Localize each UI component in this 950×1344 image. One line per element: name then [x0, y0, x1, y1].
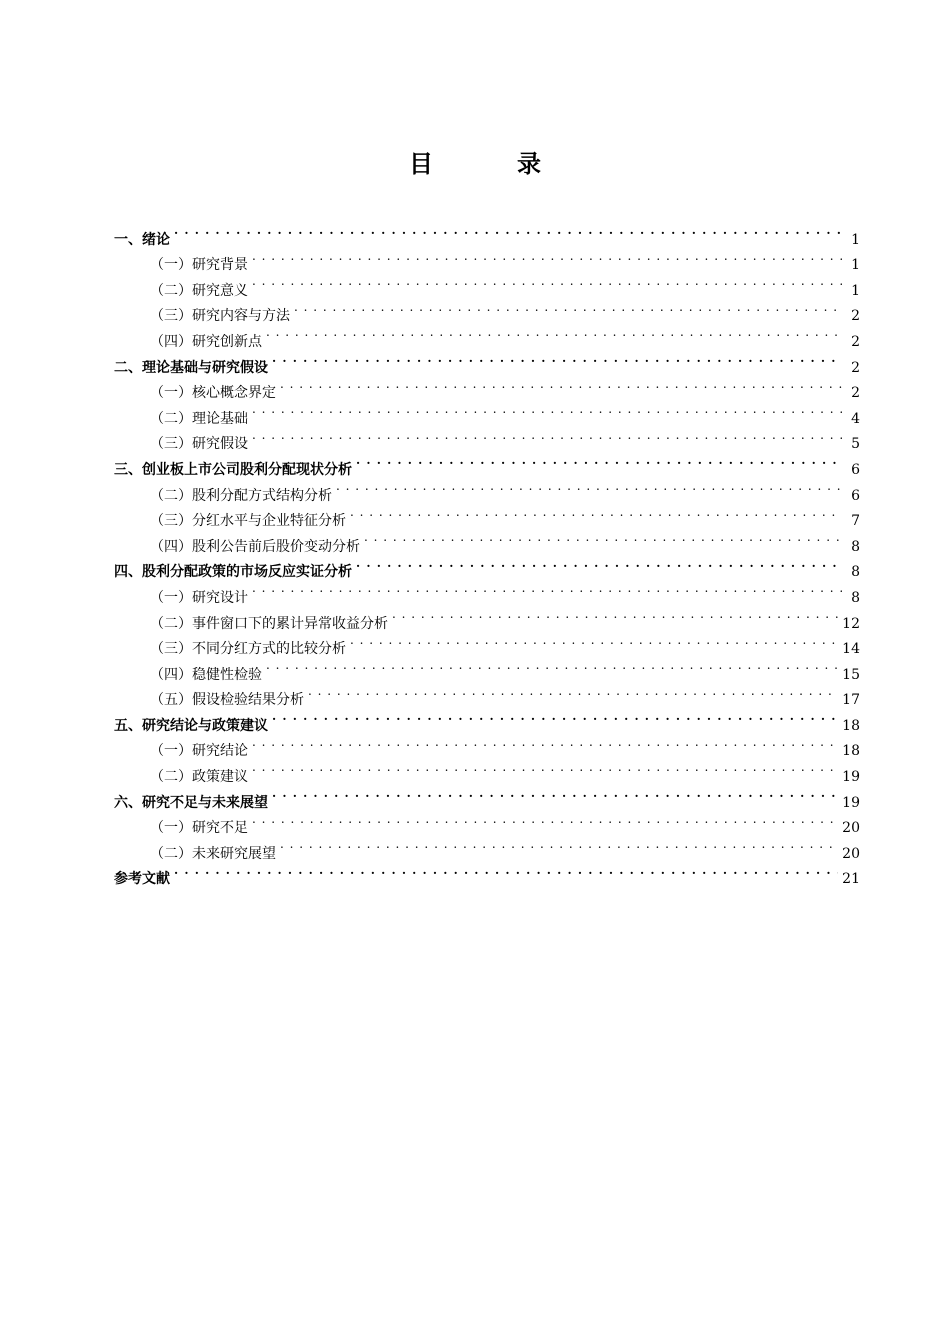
toc-entry-label: （三）研究假设	[150, 436, 248, 453]
toc-entry-label: （一）研究设计	[150, 589, 248, 606]
toc-entry-label: （二）未来研究展望	[150, 845, 276, 862]
table-of-contents	[114, 218, 860, 888]
toc-page-number: 1	[851, 257, 860, 274]
toc-page-number: 19	[842, 794, 860, 811]
toc-page-number: 17	[842, 692, 860, 709]
toc-dot-leader	[364, 525, 842, 551]
toc-entry-label: 参考文献	[114, 871, 170, 888]
toc-dot-leader	[294, 295, 842, 321]
toc-page-number: 2	[851, 385, 860, 402]
toc-dot-leader	[266, 320, 842, 346]
toc-chapter-entry[interactable]	[114, 858, 860, 888]
toc-entry-label: （四）研究创新点	[150, 333, 262, 350]
toc-dot-leader	[252, 730, 838, 756]
toc-page-number: 1	[851, 282, 860, 299]
toc-dot-leader	[272, 346, 842, 372]
toc-dot-leader	[350, 628, 838, 654]
toc-dot-leader	[356, 551, 842, 577]
toc-page-number: 5	[851, 436, 860, 453]
toc-entry-label: 四、股利分配政策的市场反应实证分析	[114, 564, 352, 581]
toc-entry-label: 二、理论基础与研究假设	[114, 359, 268, 376]
toc-dot-leader	[280, 832, 838, 858]
toc-page-number: 7	[851, 513, 860, 530]
toc-page-number: 20	[842, 845, 860, 862]
toc-entry-label: （一）核心概念界定	[150, 385, 276, 402]
toc-chapter-entry[interactable]	[114, 218, 860, 248]
toc-dot-leader	[252, 576, 842, 602]
toc-entry-label: （二）政策建议	[150, 769, 248, 786]
toc-entry-label: （二）理论基础	[150, 410, 248, 427]
toc-entry-label: 六、研究不足与未来展望	[114, 794, 268, 811]
toc-entry-label: （二）事件窗口下的累计异常收益分析	[150, 615, 388, 632]
toc-dot-leader	[392, 602, 838, 628]
toc-dot-leader	[280, 372, 842, 398]
toc-page-number: 2	[851, 308, 860, 325]
toc-dot-leader	[356, 448, 842, 474]
toc-entry-label: （一）研究不足	[150, 820, 248, 837]
toc-page-number: 18	[842, 717, 860, 734]
toc-page-number: 8	[851, 589, 860, 606]
toc-page-number: 18	[842, 743, 860, 760]
toc-entry-label: 五、研究结论与政策建议	[114, 717, 268, 734]
toc-page-number: 6	[851, 487, 860, 504]
toc-entry-label: （三）不同分红方式的比较分析	[150, 641, 346, 658]
toc-dot-leader	[252, 244, 842, 270]
toc-dot-leader	[252, 423, 842, 449]
toc-page-number: 4	[851, 410, 860, 427]
toc-entry-label: （五）假设检验结果分析	[150, 692, 304, 709]
toc-dot-leader	[252, 755, 838, 781]
toc-dot-leader	[350, 500, 842, 526]
page-title: 目 录	[409, 150, 571, 178]
toc-dot-leader	[272, 781, 838, 807]
toc-entry-label: （一）研究背景	[150, 257, 248, 274]
toc-page-number: 15	[842, 666, 860, 683]
toc-page-number: 12	[842, 615, 860, 632]
toc-entry-label: （一）研究结论	[150, 743, 248, 760]
toc-dot-leader	[174, 218, 842, 244]
toc-entry-label: （三）研究内容与方法	[150, 308, 290, 325]
toc-dot-leader	[266, 653, 838, 679]
toc-entry-label: （四）股利公告前后股价变动分析	[150, 538, 360, 555]
toc-page-number: 14	[842, 641, 860, 658]
toc-page-number: 8	[851, 538, 860, 555]
toc-entry-label: （二）研究意义	[150, 282, 248, 299]
toc-page-number: 6	[851, 461, 860, 478]
toc-page-number: 2	[851, 359, 860, 376]
toc-page-number: 2	[851, 333, 860, 350]
toc-dot-leader	[252, 807, 838, 833]
toc-dot-leader	[252, 397, 842, 423]
toc-page-number: 8	[851, 564, 860, 581]
toc-dot-leader	[336, 474, 842, 500]
toc-dot-leader	[252, 269, 842, 295]
toc-entry-label: （四）稳健性检验	[150, 666, 262, 683]
toc-page-number: 21	[842, 871, 860, 888]
toc-dot-leader	[272, 704, 838, 730]
toc-section-entry[interactable]	[114, 244, 860, 274]
toc-entry-label: 三、创业板上市公司股利分配现状分析	[114, 461, 352, 478]
toc-page-number: 19	[842, 769, 860, 786]
toc-dot-leader	[308, 679, 838, 705]
toc-entry-label: 一、绪论	[114, 231, 170, 248]
toc-page-number: 20	[842, 820, 860, 837]
toc-entry-label: （二）股利分配方式结构分析	[150, 487, 332, 504]
toc-dot-leader	[174, 858, 838, 884]
toc-entry-label: （三）分红水平与企业特征分析	[150, 513, 346, 530]
toc-page-number: 1	[851, 231, 860, 248]
